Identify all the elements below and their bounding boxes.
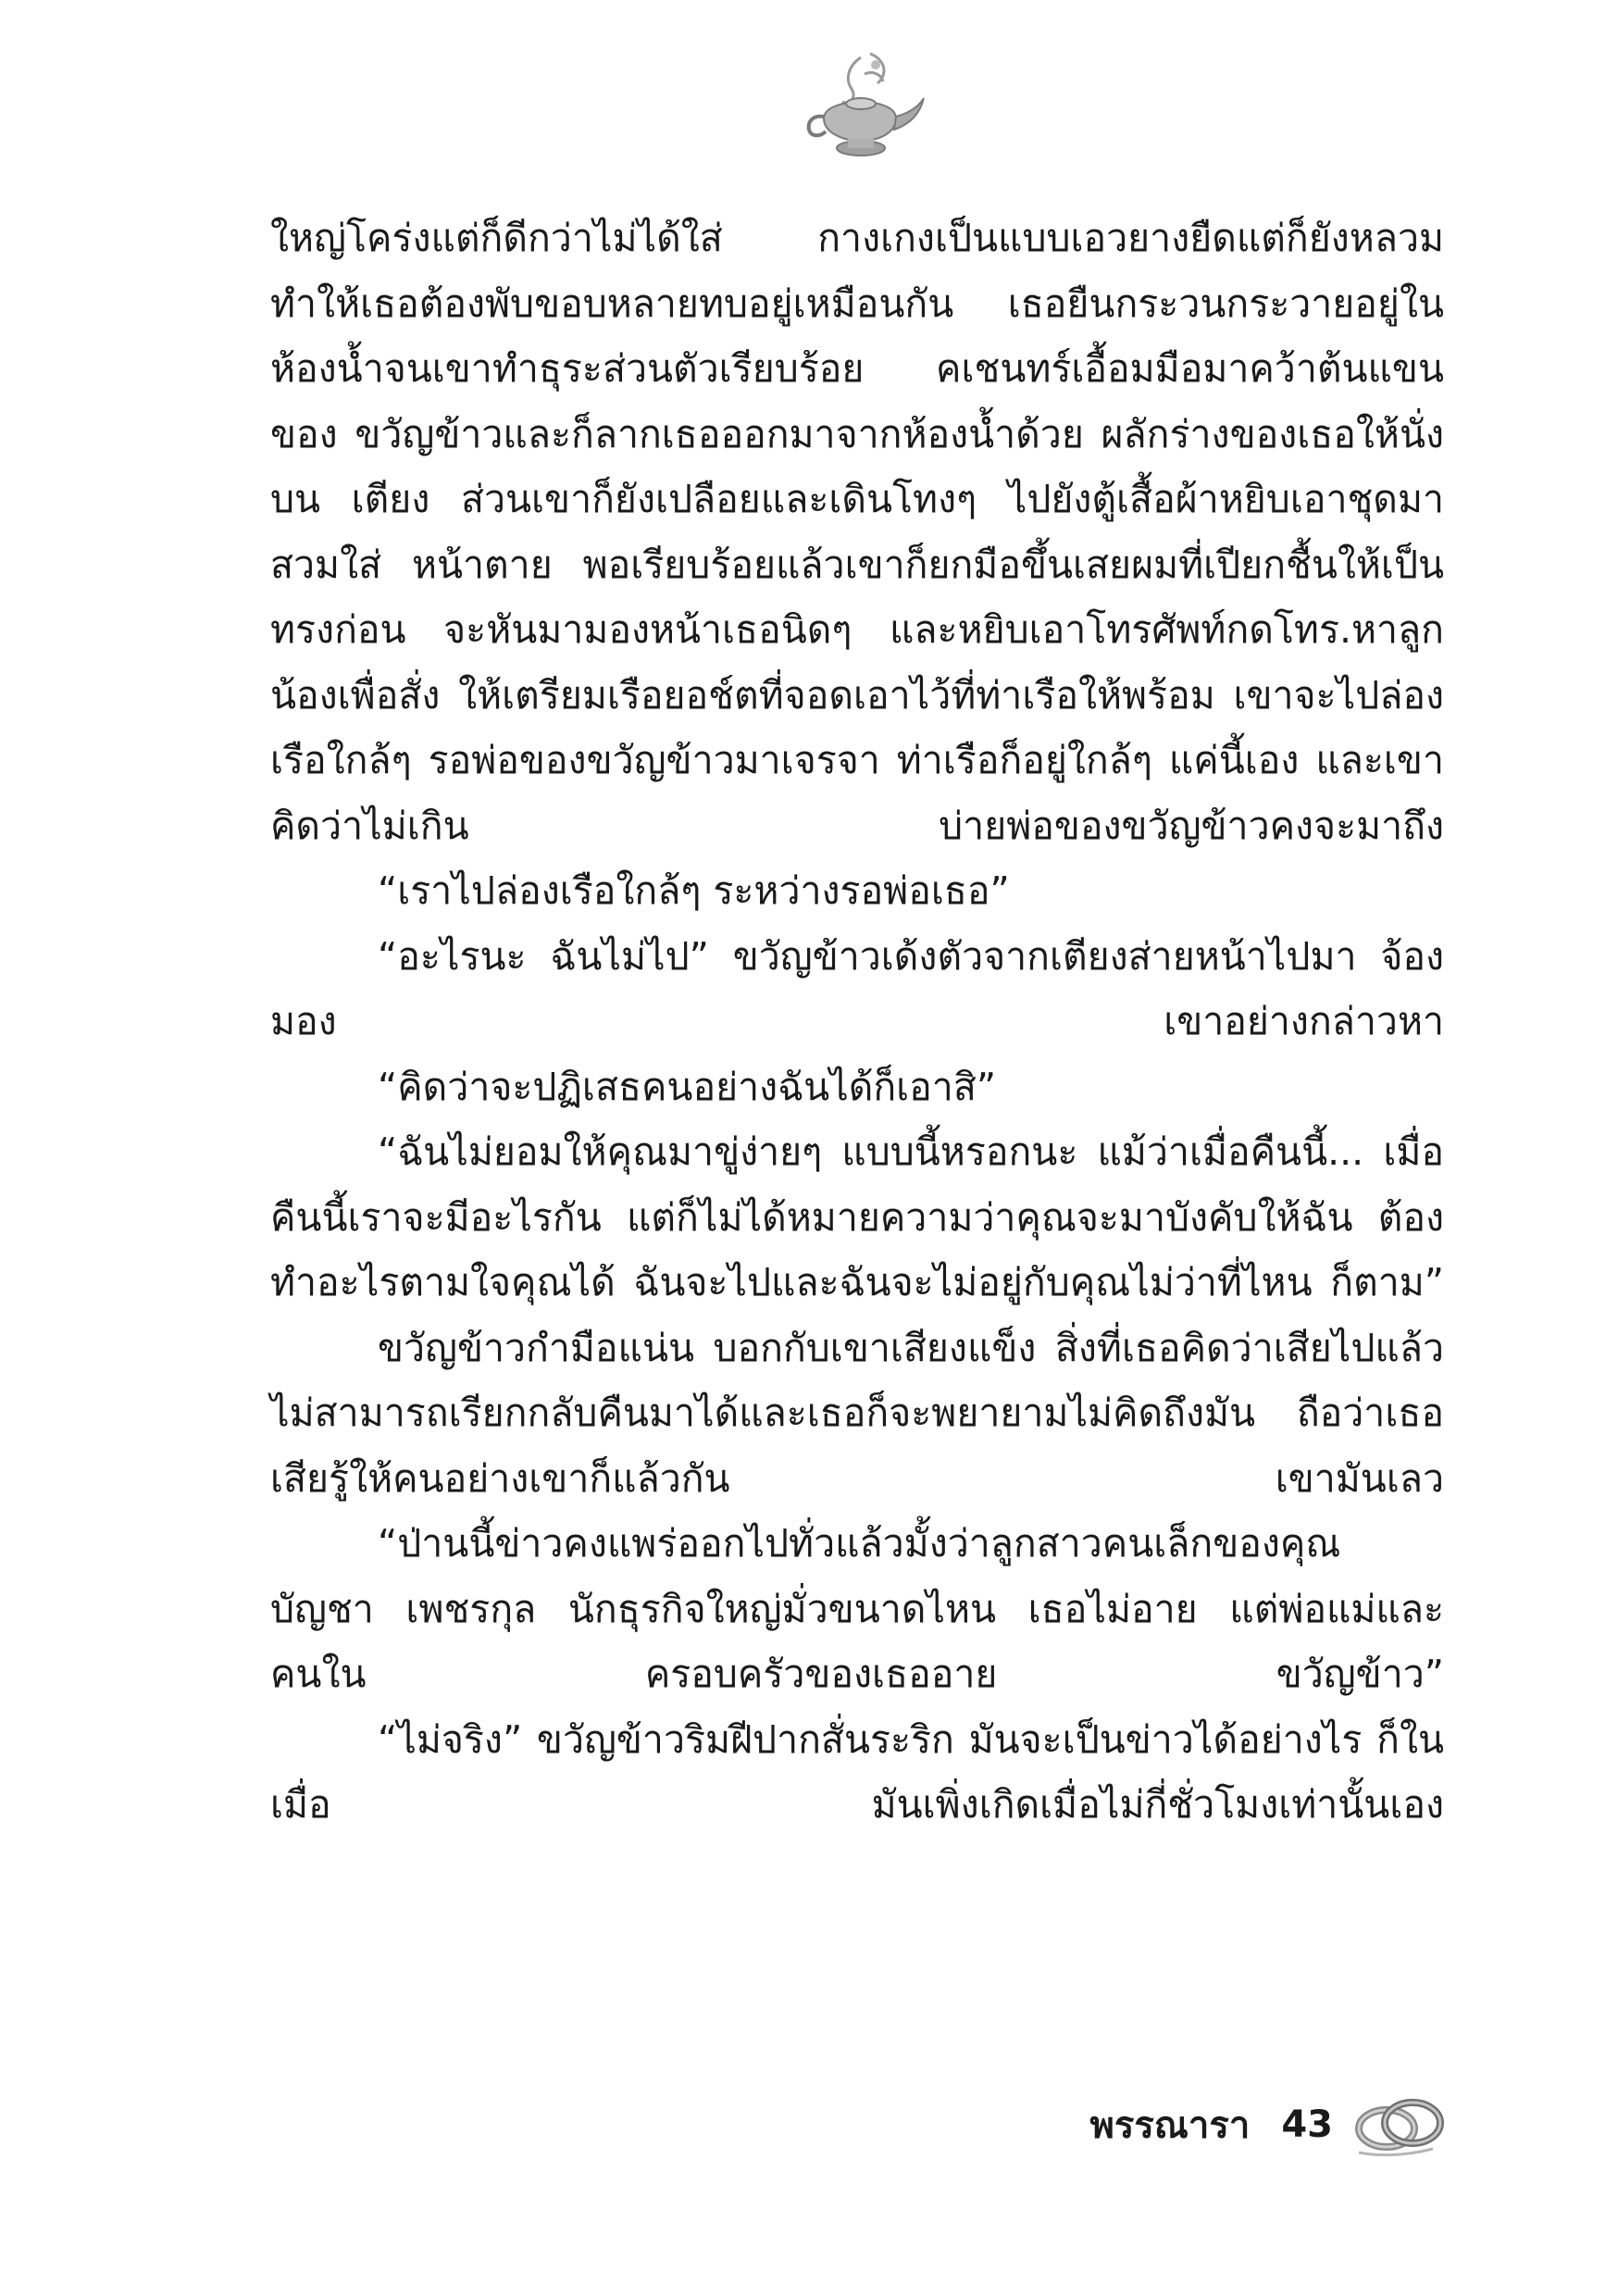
paragraph-1: ใหญ่โคร่งแต่ก็ดีกว่าไม่ได้ใส่ กางเกงเป็นแบบเอวยางยืดแต่ก็ยังหลวม ทำให้เธอต้องพับขอบหลายทบอยู่เหมือนกัน เธอยืนกระวนกระวายอยู่ใน ห้องน้ำจนเขาทำธุระส่วนตัวเรียบร้อย คเชนทร์เอื้อมมือมาคว้าต้นแขนของ ขวัญข้าวและก็ลากเธอออกมาจากห้องน้ำด้วย ผลักร่างของเธอให้นั่งบน เตียง ส่วนเขาก็ยังเปลือยและเดินโทงๆ ไปยังตู้เสื้อผ้าหยิบเอาชุดมาสวมใส่ หน้าตาย พอเรียบร้อยแล้วเขาก็ยกมือขึ้นเสยผมที่เปียกชื้นให้เป็นทรงก่อน จะหันมามองหน้าเธอนิดๆ และหยิบเอาโทรศัพท์กดโทร.หาลูกน้องเพื่อสั่ง ให้เตรียมเรือยอช์ตที่จอดเอาไว้ที่ท่าเรือให้พร้อม เขาจะไปล่องเรือใกล้ๆ รอพ่อของขวัญข้าวมาเจรจา ท่าเรือก็อยู่ใกล้ๆ แค่นี้เอง และเขาคิดว่าไม่เกิน บ่ายพ่อของขวัญข้าวคงจะมาถึง [270, 216, 1444, 848]
paragraph-2: “เราไปล่องเรือใกล้ๆ ระหว่างรอพ่อเธอ” [378, 868, 1010, 913]
paragraph-5: “ฉันไม่ยอมให้คุณมาขู่ง่ายๆ แบบนี้หรอกนะ แม้ว่าเมื่อคืนนี้... เมื่อคืนนี้เราจะมีอะไรกัน แต่ก็ไม่ได้หมายความว่าคุณจะมาบังคับให้ฉัน ต้องทำอะไรตามใจคุณได้ ฉันจะไปและฉันจะไม่อยู่กับคุณไม่ว่าที่ไหน ก็ตาม” [270, 1129, 1444, 1304]
paragraph-8: “ไม่จริง” ขวัญข้าวริมฝีปากสั่นระริก มันจะเป็นข่าวได้อย่างไร ก็ในเมื่อ มันเพิ่งเกิดเมื่อไม่กี่ชั่วโมงเท่านั้นเอง [270, 1716, 1444, 1827]
page-number: 43 [1281, 2103, 1333, 2146]
wedding-rings-icon [1350, 2088, 1451, 2162]
paragraph-6: ขวัญข้าวกำมือแน่น บอกกับเขาเสียงแข็ง สิ่งที่เธอคิดว่าเสียไปแล้ว ไม่สามารถเรียกกลับคืนมาได้และเธอก็จะพยายามไม่คิดถึงมัน ถือว่าเธอ เสียรู้ให้คนอย่างเขาก็แล้วกัน เขามันเลว [270, 1325, 1444, 1501]
book-title: พรรณารา [1089, 2104, 1251, 2147]
paragraph-3: “อะไรนะ ฉันไม่ไป” ขวัญข้าวเด้งตัวจากเตียงส่ายหน้าไปมา จ้องมอง เขาอย่างกล่าวหา [270, 933, 1444, 1043]
page-footer [1089, 2088, 1451, 2162]
genie-lamp-icon [796, 46, 926, 167]
body-text [270, 206, 1444, 1838]
paragraph-7: “ป่านนี้ข่าวคงแพร่ออกไปทั่วแล้วมั้งว่าลูกสาวคนเล็กของคุณบัญชา เพชรกุล นักธุรกิจใหญ่มั่วขนาดไหน เธอไม่อาย แต่พ่อแม่และคนใน ครอบครัวของเธออาย ขวัญข้าว” [270, 1521, 1444, 1696]
paragraph-4: “คิดว่าจะปฏิเสธคนอย่างฉันได้ก็เอาสิ” [378, 1064, 997, 1109]
